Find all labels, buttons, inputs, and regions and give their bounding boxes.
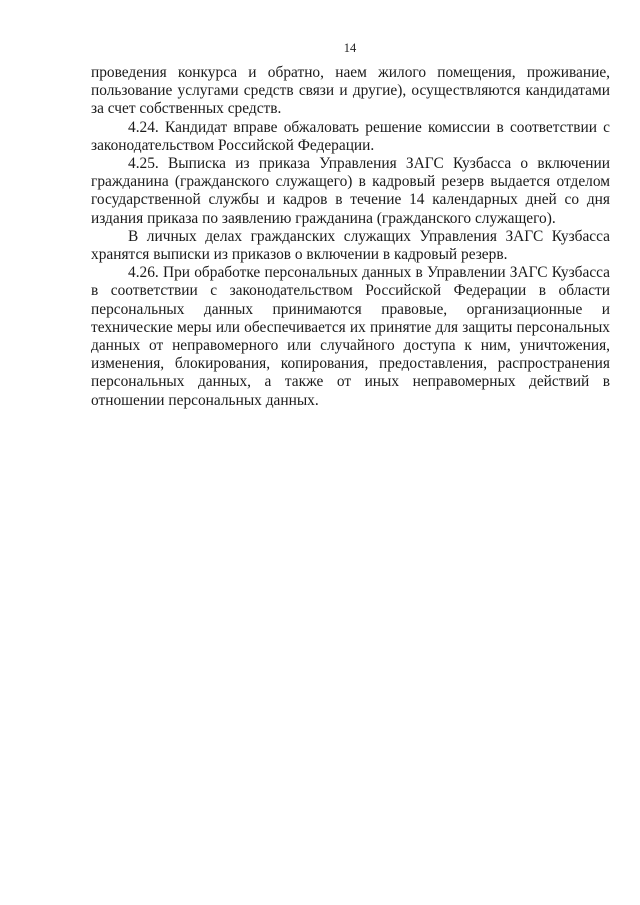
paragraph-4-26: 4.26. При обработке персональных данных в Управлении ЗАГС Кузбасса в соответствии с законодательством Российской Федерации в области персональных данных принимаются правовые, организационные и технические меры или обеспечивается их принятие для защиты персональных данных от неправомерного или случайного доступа к ним, уничтожения, изменения, блокирования, копирования, предоставления, распространения персональных данных, а также от иных неправомерных действий в отношении персональных данных. <box>91 264 610 409</box>
page-number: 14 <box>343 41 357 55</box>
paragraph-personal-files: В личных делах гражданских служащих Управления ЗАГС Кузбасса хранятся выписки из приказов о включении в кадровый резерв. <box>91 227 610 264</box>
paragraph-4-24: 4.24. Кандидат вправе обжаловать решение комиссии в соответствии с законодательством Российской Федерации. <box>91 118 610 154</box>
paragraph-4-25: 4.25. Выписка из приказа Управления ЗАГС Кузбасса о включении гражданина (гражданского служащего) в кадровый резерв выдается отделом государственной службы и кадров в течение 14 календарных дней со дня издания приказа по заявлению гражданина (гражданского служащего). <box>91 155 610 227</box>
paragraph-continuation: проведения конкурса и обратно, наем жилого помещения, проживание, пользование услугами средств связи и другие), осуществляются кандидатами за счет собственных средств. <box>91 64 610 118</box>
document-body <box>91 64 610 410</box>
